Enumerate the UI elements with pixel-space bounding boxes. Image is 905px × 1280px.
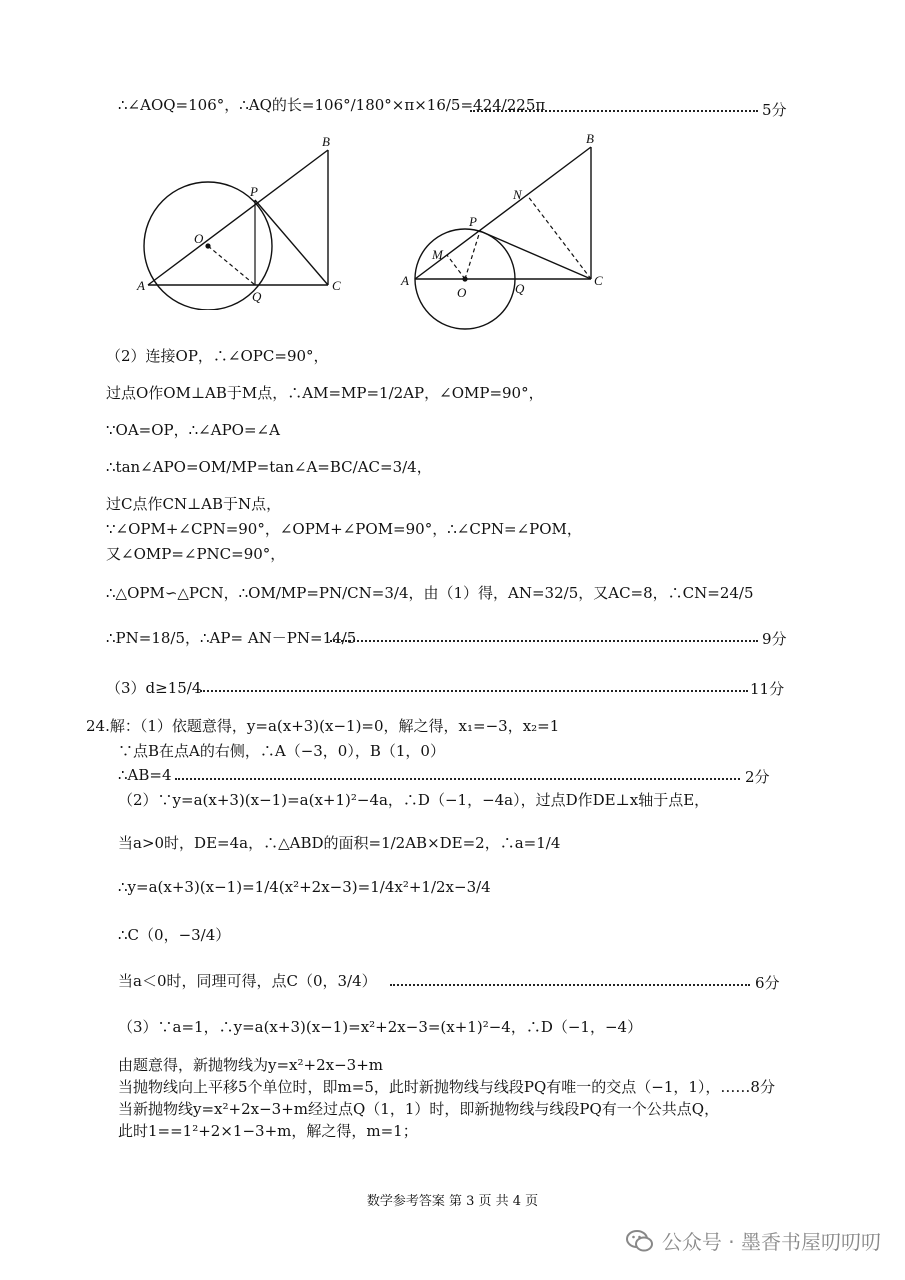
figure-1 xyxy=(130,130,360,310)
fig2-label-m: M xyxy=(432,247,443,262)
line-arc-length xyxy=(118,94,545,121)
dotted-leader xyxy=(200,690,748,692)
fig2-label-b: B xyxy=(586,131,594,146)
p2-line-4: ∴tan∠APO=OM/MP=tan∠A=BC/AC=3/4， xyxy=(106,458,432,476)
q24-line-5: 当a>0时，DE=4a，∴△ABD的面积=1/2AB×DE=2，∴a=1/4 xyxy=(118,834,561,852)
fig1-label-c: C xyxy=(332,278,341,293)
p2-line-6: ∵∠OPM+∠CPN=90°，∠OPM+∠POM=90°，∴∠CPN=∠POM， xyxy=(106,520,582,538)
q24-line-12: 当新抛物线y=x²+2x−3+m经过点Q（1，1）时，即新抛物线与线段PQ有一个公共点Q， xyxy=(118,1100,720,1118)
fig1-label-o: O xyxy=(194,231,204,246)
score-5: 5分 xyxy=(762,101,787,119)
q24-line-9: （3）∵a=1，∴y=a(x+3)(x−1)=x²+2x−3=(x+1)²−4，∴D（−1，−4） xyxy=(118,1018,643,1036)
watermark-text: 公众号 · 墨香书屋叨叨叨 xyxy=(661,1230,881,1254)
fig1-label-b: B xyxy=(322,134,330,149)
q24-line-8: 当a＜0时，同理可得，点C（0，3/4） xyxy=(118,972,377,990)
fig2-label-a: A xyxy=(401,273,409,288)
score-11: 11分 xyxy=(750,680,785,698)
p2-line-3: ∵OA=OP，∴∠APO=∠A xyxy=(106,421,280,439)
fig1-label-q: Q xyxy=(252,289,262,304)
p2-line-2: 过点O作OM⊥AB于M点，∴AM=MP=1/2AP，∠OMP=90°， xyxy=(106,384,544,402)
dotted-leader xyxy=(175,778,740,780)
score-9: 9分 xyxy=(762,630,787,648)
figure-2 xyxy=(395,125,620,335)
p2-line-10: （3）d≥15/4 xyxy=(106,679,202,697)
dotted-leader xyxy=(390,984,750,986)
q24-line-4: （2）∵y=a(x+3)(x−1)=a(x+1)²−4a，∴D（−1，−4a），过点D作DE⊥x轴于点E， xyxy=(118,791,710,809)
q24-line-1: 24.解：（1）依题意得，y=a(x+3)(x−1)=0，解之得，x₁=−3，x₂=1 xyxy=(86,717,560,735)
q24-line-11: 当抛物线向上平移5个单位时，即m=5，此时新抛物线与线段PQ有唯一的交点（−1，1），……8分 xyxy=(118,1078,775,1096)
p2-line-8: ∴△OPM∽△PCN，∴OM/MP=PN/CN=3/4，由（1）得，AN=32/5，又AC=8，∴CN=24/5 xyxy=(106,584,754,602)
fig2-label-n: N xyxy=(513,187,522,202)
fig2-label-q: Q xyxy=(515,281,525,296)
fig2-label-p: P xyxy=(469,214,477,229)
fig2-label-c: C xyxy=(594,273,603,288)
wechat-icon xyxy=(626,1229,654,1253)
p2-line-9: ∴PN=18/5，∴AP= AN－PN=14/5 xyxy=(106,629,357,647)
page-footer: 数学参考答案 第 3 页 共 4 页 xyxy=(366,1194,539,1209)
p2-line-1: （2）连接OP，∴∠OPC=90°， xyxy=(106,347,329,365)
line-arc-length-text: ∴∠AOQ=106°，∴AQ的长=106°/180°×π×16/5=424/225π xyxy=(118,96,546,114)
dotted-leader xyxy=(470,110,758,112)
q24-line-6: ∴y=a(x+3)(x−1)=1/4(x²+2x−3)=1/4x²+1/2x−3/4 xyxy=(118,878,491,896)
p2-line-5: 过C点作CN⊥AB于N点， xyxy=(106,495,282,513)
watermark xyxy=(626,1226,881,1255)
q24-line-13: 此时1==1²+2×1−3+m，解之得，m=1； xyxy=(118,1122,418,1140)
q24-line-2: ∵点B在点A的右侧，∴A（−3，0），B（1，0） xyxy=(118,742,445,760)
fig1-label-a: A xyxy=(137,278,145,293)
p2-line-7: 又∠OMP=∠PNC=90°， xyxy=(106,545,286,563)
q24-line-7: ∴C（0，−3/4） xyxy=(118,926,231,944)
q24-line-3: ∴AB=4 xyxy=(118,766,172,784)
dotted-leader xyxy=(330,640,758,642)
fig1-label-p: P xyxy=(250,184,258,199)
q24-line-10: 由题意得，新抛物线为y=x²+2x−3+m xyxy=(118,1056,383,1074)
score-6: 6分 xyxy=(755,974,780,992)
score-2: 2分 xyxy=(745,768,770,786)
fig2-label-o: O xyxy=(457,285,467,300)
